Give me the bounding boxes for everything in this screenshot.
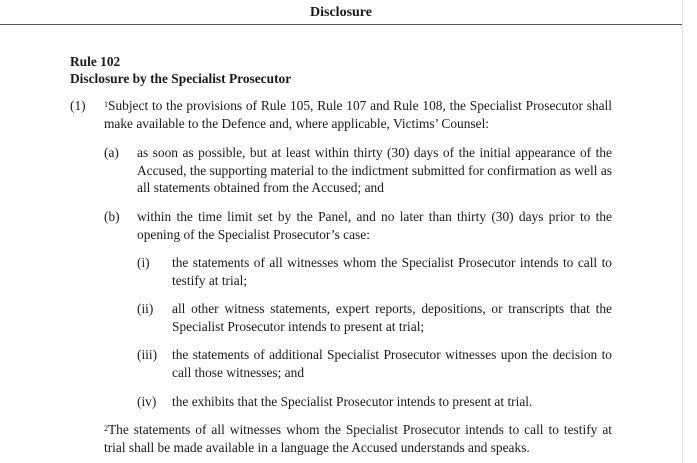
subitem-iii-text: the statements of additional Specialist Prosecutor witnesses upon the decision to call those witnesses; and	[172, 347, 612, 380]
subitem-i-text: the statements of all witnesses whom the Specialist Prosecutor intends to call to testify at trial;	[172, 255, 612, 288]
rule-number: Rule 102	[70, 54, 121, 69]
header-divider	[0, 24, 682, 25]
subitem-iii-marker: (iii)	[137, 347, 158, 362]
paragraph-1-marker: (1)	[70, 98, 86, 113]
page-header-title: Disclosure	[310, 5, 372, 20]
paragraph-1-text	[104, 97, 612, 132]
subitem-iv-text: the exhibits that the Specialist Prosecutor intends to present at trial.	[172, 394, 533, 409]
footnote-1-marker: 1	[104, 100, 108, 109]
subitem-ii-marker: (ii)	[137, 301, 154, 316]
paragraph-2-body: The statements of all witnesses whom the Specialist Prosecutor intends to call to testify at trial shall be made available in a language the Accused understands and speaks.	[104, 422, 612, 455]
rule-heading: Disclosure by the Specialist Prosecutor	[70, 71, 292, 86]
paragraph-2-text	[104, 421, 612, 456]
item-a-text: as soon as possible, but at least within thirty (30) days of the initial appearance of the Accused, the supporting material to the indictment submitted for confirmation as well as all statements obtained from the Accused; and	[137, 145, 612, 195]
item-a-marker: (a)	[104, 145, 119, 160]
footnote-2-marker: 2	[104, 424, 108, 433]
subitem-ii-text: all other witness statements, expert reports, depositions, or transcripts that the Specialist Prosecutor intends to present at trial;	[172, 301, 612, 334]
paragraph-1-body: Subject to the provisions of Rule 105, Rule 107 and Rule 108, the Specialist Prosecutor shall make available to the Defence and, where applicable, Victims’ Counsel:	[104, 98, 612, 131]
subitem-i-marker: (i)	[137, 255, 150, 270]
subitem-iv-marker: (iv)	[137, 394, 157, 409]
page-edge	[682, 0, 683, 463]
item-b-text: within the time limit set by the Panel, and no later than thirty (30) days prior to the opening of the Specialist Prosecutor’s case:	[137, 209, 612, 242]
item-b-marker: (b)	[104, 209, 120, 224]
